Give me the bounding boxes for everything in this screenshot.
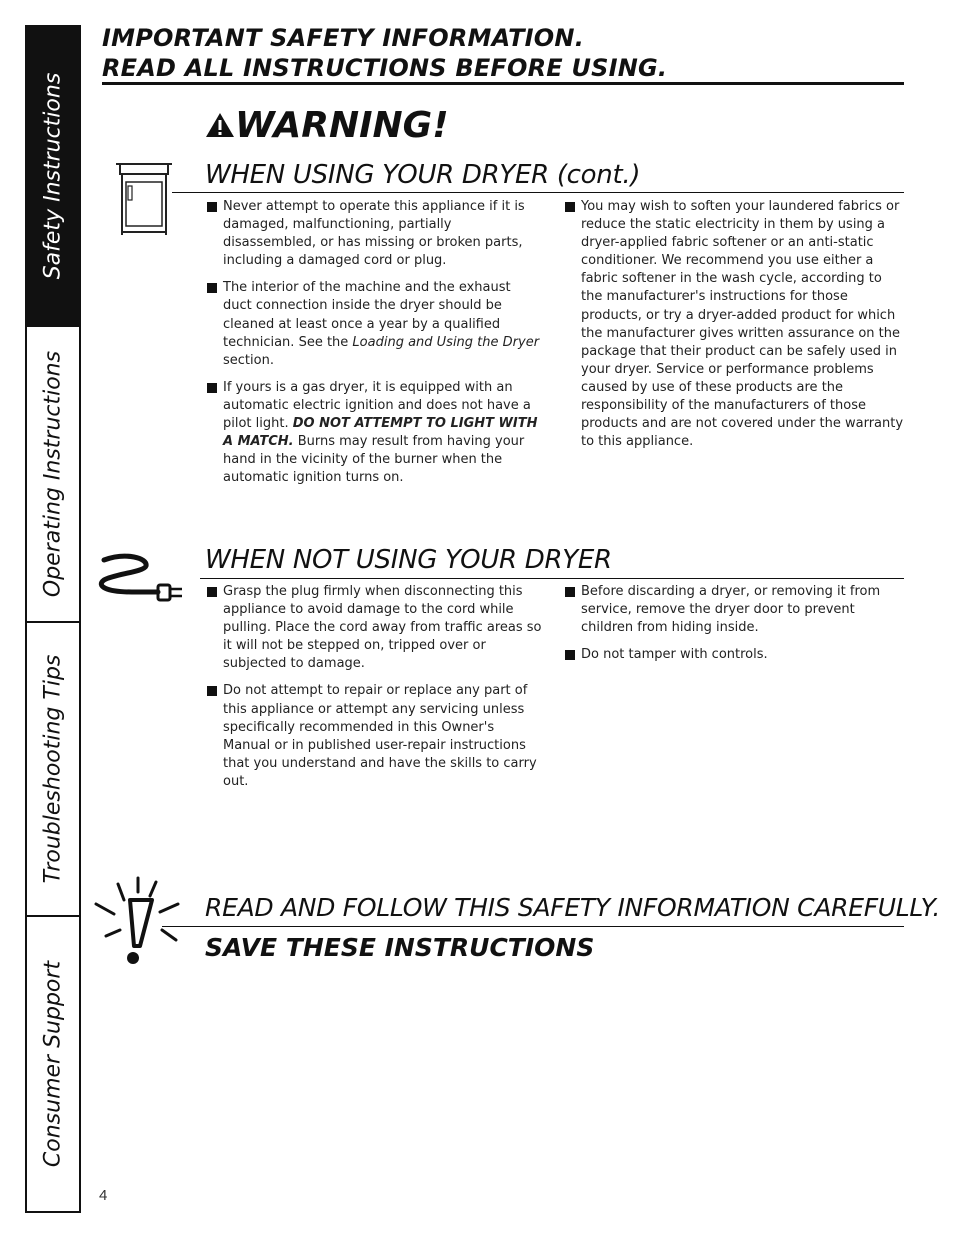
header-rule [102, 82, 904, 85]
dryer-icon [114, 158, 174, 236]
bullet-text: Before discarding a dryer, or removing it from service, remove the dryer door to prevent children from hiding inside. [581, 584, 881, 636]
tab-label: Safety Instructions [40, 72, 66, 280]
tab-label: Operating Instructions [40, 350, 66, 598]
bullet-text: Burns may result from having your hand in the vicinity of the burner when the automatic ignition turns on. [223, 434, 525, 486]
section-heading-not-using: WHEN NOT USING YOUR DRYER [205, 545, 612, 575]
tab-safety-instructions[interactable] [27, 27, 79, 327]
power-cord-icon [96, 550, 188, 608]
notice-rule [162, 926, 904, 927]
section1-left-column [207, 198, 542, 496]
notice-heading: READ AND FOLLOW THIS SAFETY INFORMATION CAREFULLY. [205, 893, 941, 922]
tab-consumer-support[interactable] [27, 917, 79, 1211]
bullet-item [207, 379, 542, 488]
bullet-item [565, 583, 905, 637]
bullet-text: If yours is a gas dryer, it is equipped with an automatic electric ignition and does not have a pilot light. [223, 379, 531, 432]
exclamation-burst-icon [90, 874, 190, 970]
warning-triangle-icon [205, 111, 235, 139]
section1-right-column [565, 198, 905, 460]
sidebar-tabs [25, 25, 81, 1213]
warning-title: WARNING! [235, 104, 449, 146]
bullet-item [207, 198, 542, 270]
bullet-text: section. [223, 352, 274, 368]
bullet-text: Do not tamper with controls. [581, 647, 768, 663]
tab-label: Troubleshooting Tips [40, 654, 66, 884]
header-line-1: IMPORTANT SAFETY INFORMATION. [102, 24, 585, 52]
emphasis-text: DO NOT ATTEMPT TO LIGHT WITH A MATCH. [223, 416, 538, 450]
tab-label: Consumer Support [40, 960, 66, 1168]
section-rule [172, 192, 904, 193]
bullet-text: You may wish to soften your laundered fabrics or reduce the static electricity in them by using a dryer-applied fabric softener or an anti-static conditioner. We recommend you use either a fabric softener in the wash cycle, according to the manufacturer's instructions for those products, or try a dryer-added product for which the manufacturer gives written assurance on the package that their product can be safely used in your dryer. Service or performance problems caused by use of these products are the responsibility of the manufacturers of those products and are not covered under the warranty to this appliance. [581, 199, 904, 450]
section2-left-column [207, 583, 542, 800]
header-line-2: READ ALL INSTRUCTIONS BEFORE USING. [102, 54, 668, 82]
bullet-text: The interior of the machine and the exhaust duct connection inside the dryer should be cleaned at least once a year by a qualified technician. See the [223, 280, 511, 350]
section2-right-column [565, 583, 905, 673]
bullet-item [207, 583, 542, 673]
bullet-item [207, 279, 542, 369]
section-rule [200, 578, 904, 579]
section-heading-using: WHEN USING YOUR DRYER (cont.) [205, 160, 641, 190]
bullet-text: Grasp the plug firmly when disconnecting this appliance to avoid damage to the cord while pulling. Place the cord away from traffic areas so it will not be stepped on, tripped over or subjected to damage. [223, 584, 542, 672]
bullet-item [565, 198, 905, 451]
tab-troubleshooting-tips[interactable] [27, 623, 79, 917]
section-reference: Loading and Using the Dryer [352, 334, 540, 350]
save-instructions: SAVE THESE INSTRUCTIONS [205, 933, 595, 962]
bullet-item [207, 682, 542, 791]
page-number: 4 [99, 1187, 108, 1204]
tab-operating-instructions[interactable] [27, 327, 79, 623]
warning-banner [205, 103, 449, 147]
bullet-text: Do not attempt to repair or replace any part of this appliance or attempt any servicing unless specifically recommended in this Owner's Manual or in published user-repair instructions that you understand and have the skills to carry out. [223, 683, 537, 789]
bullet-text: Never attempt to operate this appliance if it is damaged, malfunctioning, partially disassembled, or has missing or broken parts, including a damaged cord or plug. [223, 199, 525, 269]
bullet-item [565, 646, 905, 664]
